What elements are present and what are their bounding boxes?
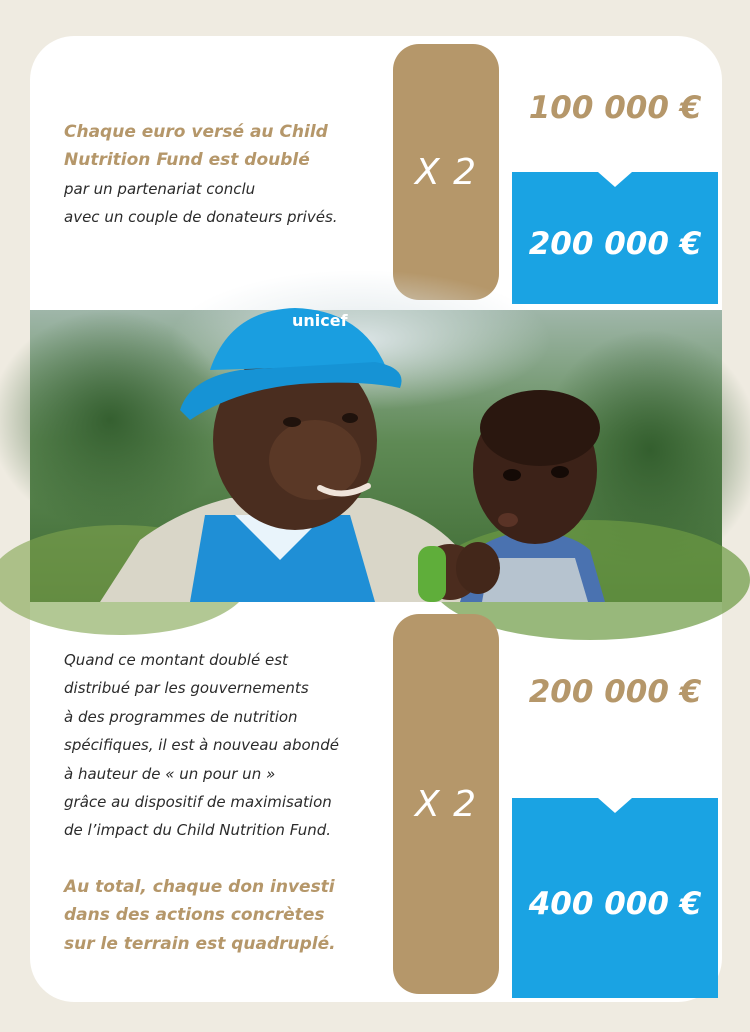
hat-logo-text: unicef	[292, 311, 348, 330]
bottom-text-line-3: à des programmes de nutrition	[64, 707, 298, 726]
top-text-line-2: avec un couple de donateurs privés.	[64, 208, 338, 227]
top-multiplier-pill	[393, 44, 499, 300]
top-amount-box	[512, 172, 718, 304]
bottom-highlight-line-2: dans des actions concrètes	[64, 905, 325, 926]
notch-icon	[598, 172, 632, 187]
bottom-description	[64, 646, 364, 958]
top-amount-to: 200 000 €	[528, 226, 702, 262]
top-description	[64, 118, 364, 232]
bottom-amount-to: 400 000 €	[528, 886, 702, 922]
bottom-text-line-6: grâce au dispositif de maximisation	[64, 793, 332, 812]
top-text-line-1: par un partenariat conclu	[64, 179, 256, 198]
bottom-text-line-2: distribué par les gouvernements	[64, 679, 309, 698]
bottom-text-line-5: à hauteur de « un pour un »	[64, 764, 276, 783]
bottom-amount-from: 200 000 €	[528, 674, 702, 710]
photo-credit: © UNICEF/UNI610093/Dejongh	[46, 715, 57, 870]
bottom-highlight-line-3: sur le terrain est quadruplé.	[64, 933, 336, 954]
bottom-multiplier-pill	[393, 614, 499, 994]
top-multiplier-label: X 2	[414, 151, 477, 193]
top-highlight-line-1: Chaque euro versé au Child	[64, 122, 328, 142]
top-highlight-line-2: Nutrition Fund est doublé	[64, 150, 310, 171]
bottom-highlight-line-1: Au total, chaque don investi	[64, 876, 335, 897]
bottom-text-line-4: spécifiques, il est à nouveau abondé	[64, 736, 339, 755]
notch-icon	[598, 798, 632, 813]
bottom-multiplier-label: X 2	[414, 783, 477, 825]
bottom-text-line-7: de l’impact du Child Nutrition Fund.	[64, 821, 332, 840]
photo-illustration	[30, 310, 722, 602]
bottom-amount-box	[512, 798, 718, 998]
top-amount-from: 100 000 €	[528, 90, 702, 126]
info-card	[30, 36, 722, 1002]
bottom-text-line-1: Quand ce montant doublé est	[64, 651, 288, 669]
